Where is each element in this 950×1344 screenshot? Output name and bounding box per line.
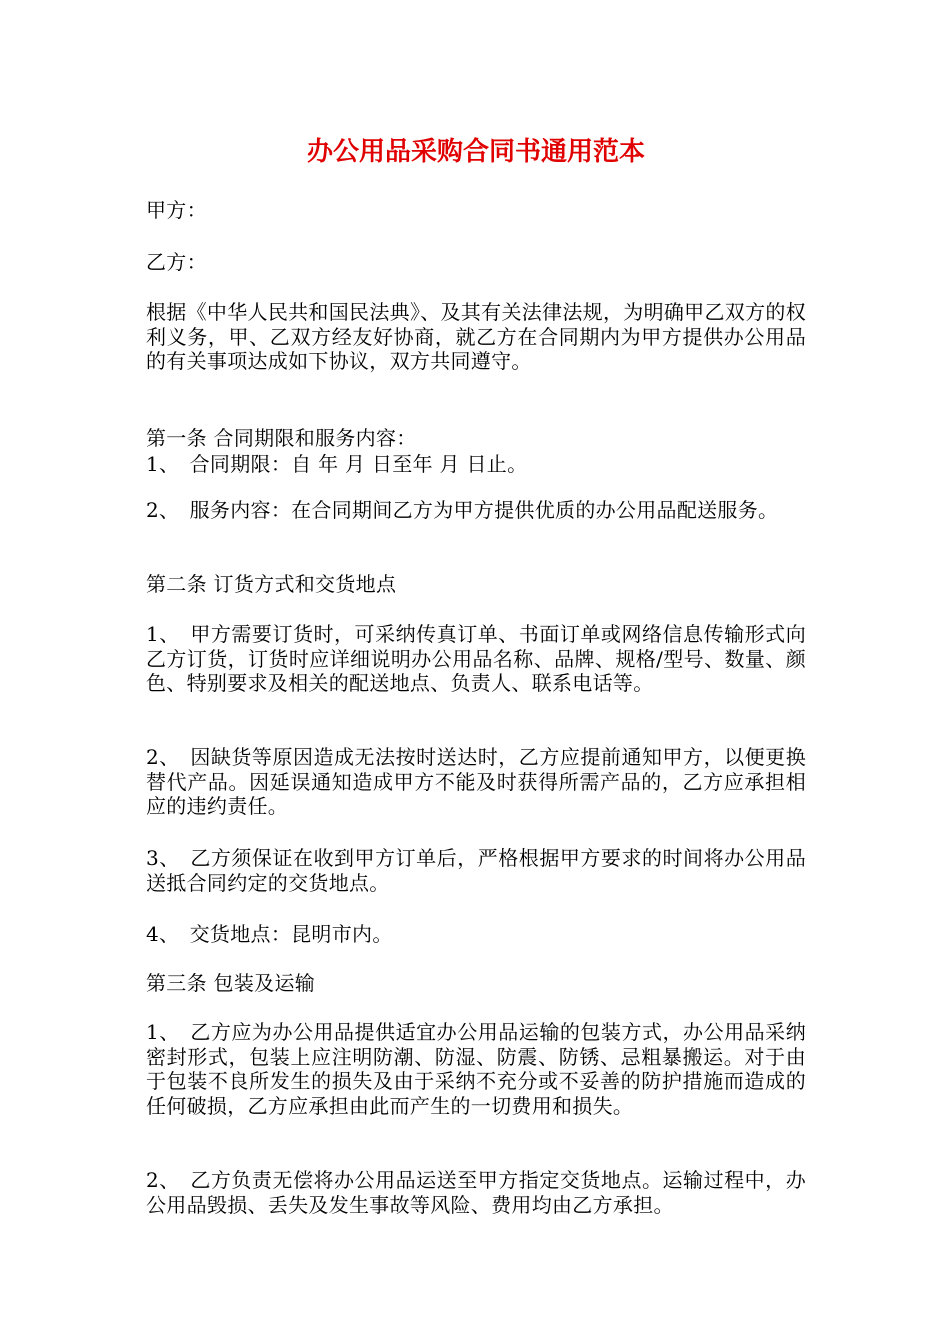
document-title: 办公用品采购合同书通用范本 (306, 137, 645, 167)
article-3-clause-1: 1、 乙方应为办公用品提供适宜办公用品运输的包装方式，办公用品采纳密封形式，包装上应注明防潮、防湿、防震、防锈、忌粗暴搬运。对于由于包装不良所发生的损失及由于采纳不充分或不妥善的防护措施而造成的任何破损，乙方应承担由此而产生的一切费用和损失。 (146, 1020, 806, 1118)
article-1-clause-1: 1、 合同期限：自 年 月 日至年 月 日止。 (146, 452, 528, 476)
party-b-line: 乙方： (146, 250, 207, 274)
article-1-clause-2: 2、 服务内容：在合同期间乙方为甲方提供优质的办公用品配送服务。 (146, 498, 779, 522)
article-2-heading: 第二条 订货方式和交货地点 (146, 572, 397, 596)
article-2-clause-1: 1、 甲方需要订货时，可采纳传真订单、书面订单或网络信息传输形式向乙方订货，订货时应详细说明办公用品名称、品牌、规格/型号、数量、颜色、特别要求及相关的配送地点、负责人、联系电话等。 (146, 622, 806, 695)
preamble-paragraph: 根据《中华人民共和国民法典》、及其有关法律法规，为明确甲乙双方的权利义务，甲、乙双方经友好协商，就乙方在合同期内为甲方提供办公用品的有关事项达成如下协议，双方共同遵守。 (146, 300, 806, 373)
article-2-clause-2: 2、 因缺货等原因造成无法按时送达时，乙方应提前通知甲方，以便更换替代产品。因延误通知造成甲方不能及时获得所需产品的，乙方应承担相应的违约责任。 (146, 745, 806, 818)
article-2-clause-4: 4、 交货地点：昆明市内。 (146, 922, 393, 946)
article-1-heading: 第一条 合同期限和服务内容： (146, 426, 417, 450)
article-2-clause-3: 3、 乙方须保证在收到甲方订单后，严格根据甲方要求的时间将办公用品送抵合同约定的交货地点。 (146, 846, 806, 895)
party-a-line: 甲方： (146, 198, 207, 222)
article-3-heading: 第三条 包装及运输 (146, 971, 316, 995)
article-3-clause-2: 2、 乙方负责无偿将办公用品运送至甲方指定交货地点。运输过程中，办公用品毁损、丢失及发生事故等风险、费用均由乙方承担。 (146, 1168, 806, 1217)
